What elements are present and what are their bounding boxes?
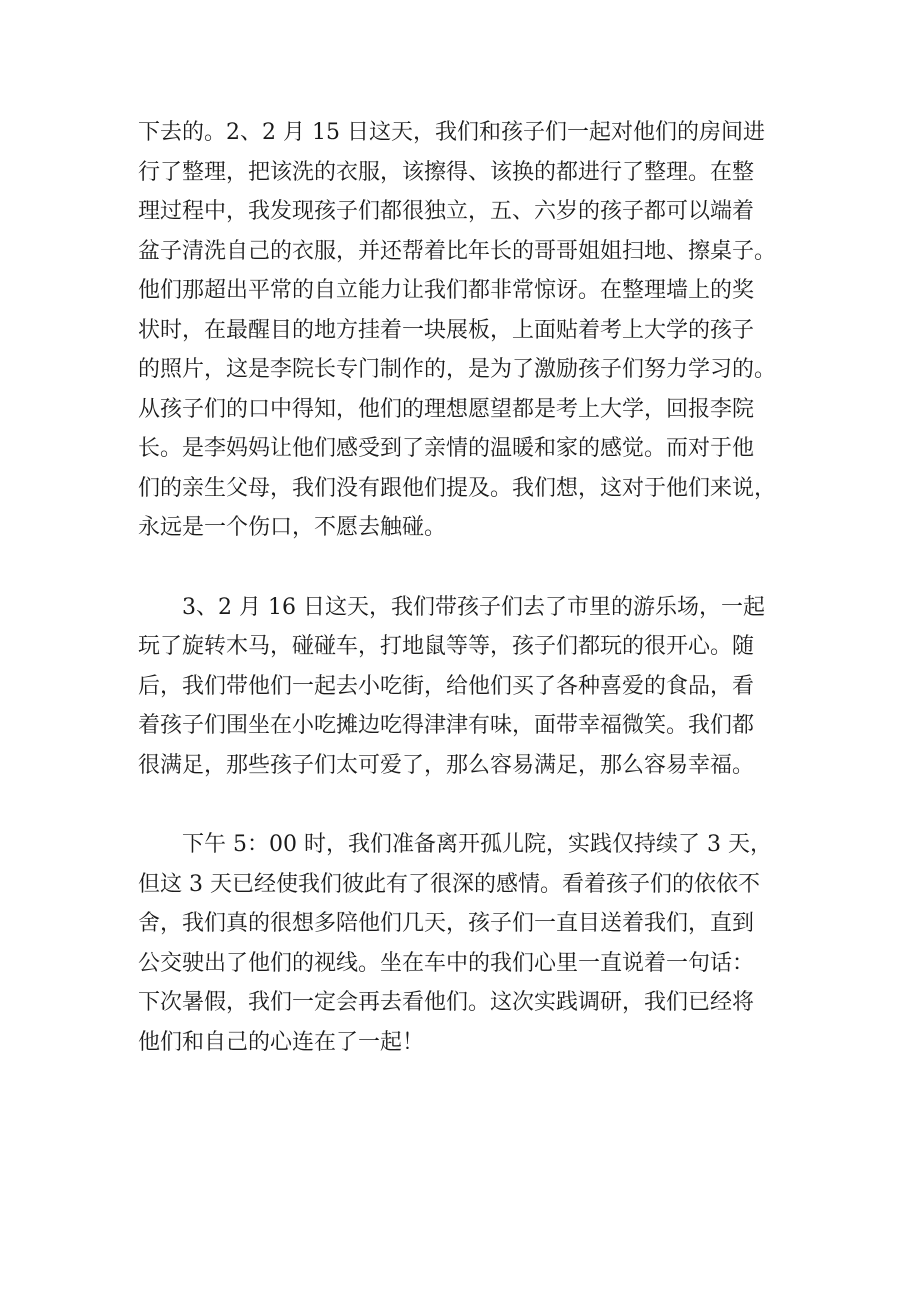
text-line: 从孩子们的口中得知，他们的理想愿望都是考上大学，回报李院 [138,396,755,422]
text-line: 舍，我们真的很想多陪他们几天，孩子们一直目送着我们，直到 [138,911,755,936]
text-line: 3、2 月 16 日这天，我们带孩子们去了市里的游乐场，一起 [182,594,765,620]
paragraph-2 [138,588,798,786]
paragraph-spacer [138,548,798,588]
text-line: 他们和自己的心连在了一起！ [138,1029,425,1055]
text-line: 长。是李妈妈让他们感受到了亲情的温暖和家的感觉。而对于他 [138,436,755,461]
text-line: 他们那超出平常的自立能力让我们都非常惊讶。在整理墙上的奖 [138,278,755,303]
text-line: 玩了旋转木马，碰碰车，打地鼠等等，孩子们都玩的很开心。随 [138,634,755,659]
text-line: 下去的。2、2 月 15 日这天，我们和孩子们一起对他们的房间进 [138,120,765,145]
text-line: 后，我们带他们一起去小吃街，给他们买了各种喜爱的食品，看 [138,673,755,699]
text-line: 们的亲生父母，我们没有跟他们提及。我们想，这对于他们来说， [138,475,777,501]
document-body [138,113,798,1062]
text-line: 很满足，那些孩子们太可爱了，那么容易满足，那么容易幸福。 [138,752,755,778]
paragraph-spacer [138,785,798,825]
text-line: 行了整理，把该洗的衣服，该擦得、该换的都进行了整理。在整 [138,159,755,185]
text-line: 盆子清洗自己的衣服，并还帮着比年长的哥哥姐姐扫地、擦桌子。 [138,238,777,264]
text-line: 下次暑假，我们一定会再去看他们。这次实践调研，我们已经将 [138,990,755,1015]
text-line: 着孩子们围坐在小吃摊边吃得津津有味，面带幸福微笑。我们都 [138,713,755,738]
text-line: 的照片，这是李院长专门制作的，是为了激励孩子们努力学习的。 [138,357,777,382]
text-line: 公交驶出了他们的视线。坐在车中的我们心里一直说着一句话： [138,950,755,976]
paragraph-3 [138,825,798,1062]
text-line: 理过程中，我发现孩子们都很独立，五、六岁的孩子都可以端着 [138,199,755,224]
text-line: 状时，在最醒目的地方挂着一块展板，上面贴着考上大学的孩子 [138,317,755,343]
text-line: 永远是一个伤口，不愿去触碰。 [138,515,447,540]
text-line: 但这 3 天已经使我们彼此有了很深的感情。看着孩子们的依依不 [138,871,760,897]
paragraph-1 [138,113,798,548]
text-line: 下午 5：00 时，我们准备离开孤儿院，实践仅持续了 3 天， [182,832,772,857]
